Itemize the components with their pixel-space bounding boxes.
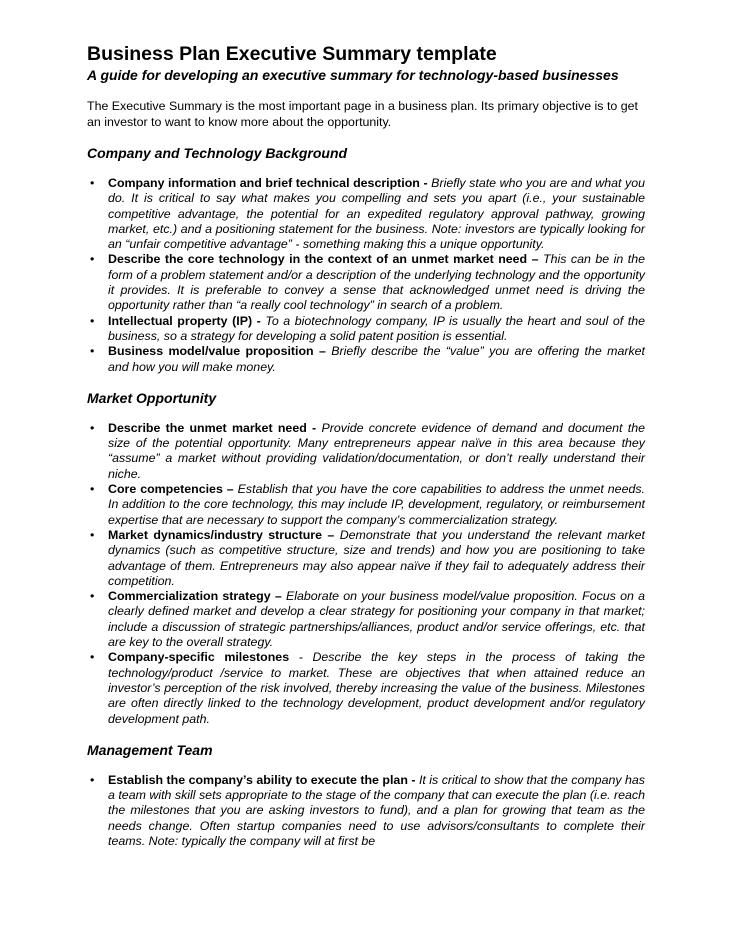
bullet-icon: • (90, 313, 95, 328)
bullet-list-management-team (87, 773, 645, 849)
list-item (87, 773, 645, 849)
list-item (87, 344, 645, 375)
item-text: This can be in the form of a problem statement and/or a description of the underlying technology and the opportunity it provides. It is preferable to convey a sense that acknowledged unmet need is driving the opportunity rather than “a really cool technology” in search of a problem. (108, 252, 646, 313)
item-text: To a biotechnology company, IP is usually the heart and soul of the business, so a strategy for developing a solid patent position is essential. (108, 313, 645, 343)
item-text: Briefly state who you are and what you do. It is critical to say what makes you compelling and sets you apart (i.e., your sustainable competitive advantage, the potential for an expedited regulatory approval pathway, growing market, etc.) and a positioning statement for the business. Note: investors are typically looking for an “unfair competitive advantage” - something making this a unique opportunity. (108, 176, 645, 252)
item-term: Core competencies – (108, 482, 234, 497)
list-item (87, 528, 645, 589)
list-item (87, 176, 645, 252)
list-item (87, 650, 645, 726)
bullet-icon: • (90, 589, 95, 604)
bullet-list-company-technology (87, 176, 645, 375)
bullet-icon: • (90, 420, 95, 435)
item-term: Company information and brief technical description - (108, 176, 428, 190)
item-term: Describe the unmet market need - (108, 420, 317, 435)
section-heading-management-team: Management Team (87, 741, 213, 758)
item-text: It is critical to show that the company has a team with skill sets appropriate to the stage of the company that can execute the plan (i.e. reach the milestones that you are asking investors to fund), and a plan for growing that team as the needs change. Often startup companies need to use advisors/consultants to complete their teams. Note: typically the company will at first be (108, 772, 645, 848)
item-text: Briefly describe the “value” you are offering the market and how you will make money. (108, 344, 645, 374)
item-term: Describe the core technology in the context of an unmet market need – (108, 252, 539, 267)
document-title: Business Plan Executive Summary template (87, 43, 497, 65)
list-item (87, 314, 645, 345)
item-term: Commercialization strategy – (108, 589, 282, 604)
item-term: Establish the company’s ability to execute the plan - (108, 772, 416, 787)
item-text: - Describe the key steps in the process of taking the technology/product /service to market. These are objectives that when attained reduce an investor’s perception of the risk involved, thereby increasing the value of the business. Milestones are often directly linked to the technology development, product development and/or regulatory development path. (108, 650, 645, 726)
list-item (87, 589, 645, 650)
item-term: Company-specific milestones (108, 650, 290, 665)
list-item (87, 421, 645, 482)
bullet-icon: • (90, 344, 95, 359)
item-text: Elaborate on your business model/value proposition. Focus on a clearly defined market and develop a clear strategy for positioning your company in that market; include a discussion of strategic partnerships/alliances, product and/or service offerings, etc. that are key to the overall strategy. (108, 589, 645, 650)
intro-paragraph: The Executive Summary is the most important page in a business plan. Its primary objective is to get an investor to want to know more about the opportunity. (87, 99, 638, 129)
bullet-icon: • (90, 527, 95, 542)
bullet-icon: • (90, 176, 95, 190)
list-item (87, 482, 645, 528)
bullet-icon: • (90, 650, 95, 665)
bullet-list-market-opportunity (87, 421, 645, 727)
item-text: Demonstrate that you understand the relevant market dynamics (such as competitive structure, size and trends) and how you are positioning to take advantage of them. Entrepreneurs may also appear naïve if they fail to adequately address their competition. (108, 527, 645, 588)
list-item (87, 252, 645, 313)
section-heading-company-technology: Company and Technology Background (87, 145, 348, 161)
item-term: Business model/value proposition – (108, 344, 326, 359)
bullet-icon: • (90, 252, 95, 267)
bullet-icon: • (90, 482, 95, 497)
bullet-icon: • (90, 772, 95, 787)
document-subtitle: A guide for developing an executive summary for technology-based businesses (87, 67, 619, 83)
item-text: Establish that you have the core capabilities to address the unmet needs. In addition to the core technology, this may include IP, development, regulatory, or reimbursement expertise that are necessary to support the company’s commercialization strategy. (108, 482, 645, 527)
section-heading-market-opportunity: Market Opportunity (87, 389, 217, 406)
document-page (87, 42, 645, 849)
item-term: Intellectual property (IP) - (108, 313, 261, 328)
item-text: Provide concrete evidence of demand and document the size of the potential opportunity. Many entrepreneurs appear naïve in this area because they “assume” a market without providing validation/documentation, or don’t really understand their niche. (108, 420, 645, 481)
item-term: Market dynamics/industry structure – (108, 527, 335, 542)
